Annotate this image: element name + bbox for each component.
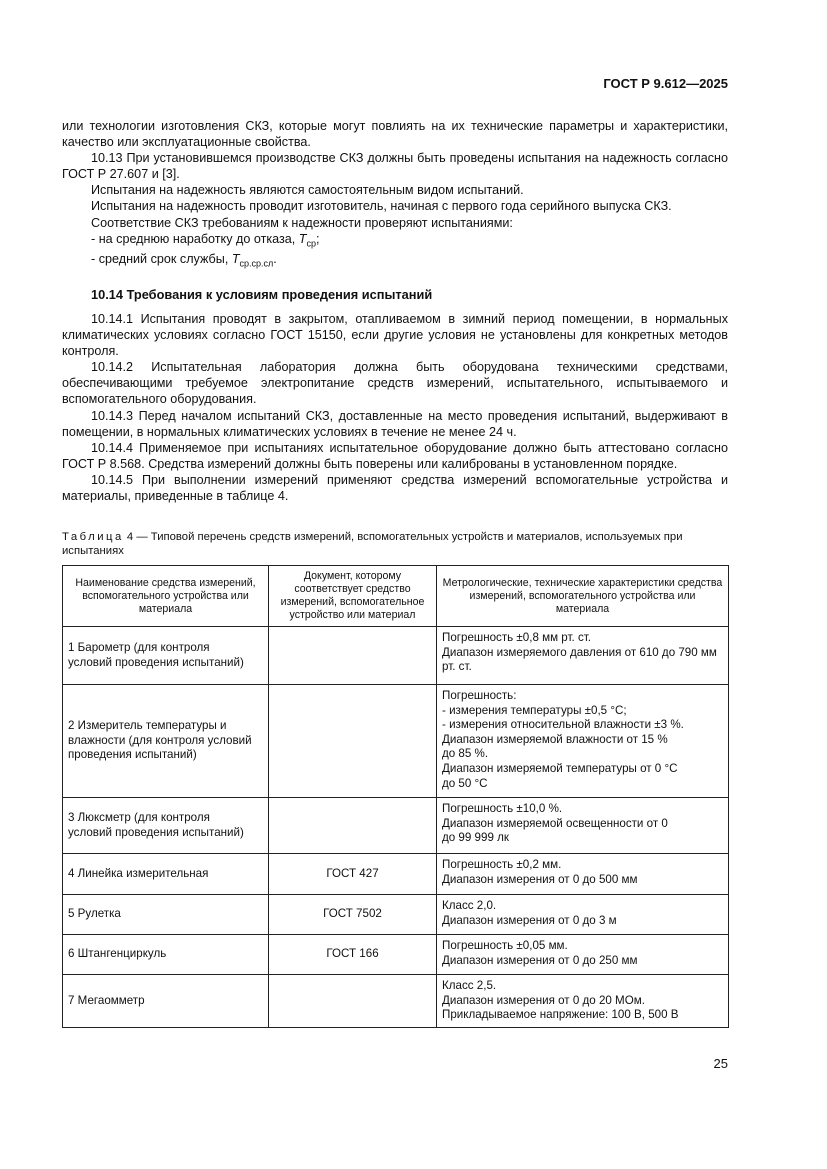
column-header: Документ, которому соответствует средство измерений, вспомогательное устройство или материал [269,566,437,627]
body-text [62,118,728,504]
table-caption: Таблица 4 — Типовой перечень средств измерений, вспомогательных устройств и материалов, используемых при испытаниях [62,531,683,557]
table-cell-doc: ГОСТ 166 [269,935,437,975]
table-row [63,854,729,895]
table-cell-spec: Погрешность ±10,0 %. Диапазон измеряемой освещенности от 0 до 99 999 лк [437,798,729,854]
table-cell-name: 5 Рулетка [63,895,269,935]
paragraph: 10.14.5 При выполнении измерений применяют средства измерений вспомогательные устройства и материалы, приведенные в таблице 4. [62,472,728,503]
paragraph: 10.14.2 Испытательная лаборатория должна быть оборудована техническими средствами, обеспечивающими требуемое электропитание средств измерений, испытательного, испытываемого и вспомогательного оборудования. [62,360,728,407]
list-item: - средний срок службы, $T_{ср.ср.сл}$. [91,252,277,269]
table-row [63,798,729,854]
table-cell-doc: ГОСТ 7502 [269,895,437,935]
column-header: Наименование средства измерений, вспомогательного устройства или материала [63,566,269,627]
table-cell-doc [269,685,437,798]
table-cell-spec: Класс 2,0. Диапазон измерения от 0 до 3 м [437,895,729,935]
table-cell-name: 4 Линейка измерительная [63,854,269,895]
paragraph: или технологии изготовления СКЗ, которые могут повлиять на их технические параметры и характеристики, качество или эксплуатационные свойства. [62,119,728,150]
table-cell-spec: Погрешность ±0,8 мм рт. ст. Диапазон измеряемого давления от 610 до 790 мм рт. ст. [437,627,729,685]
table-row [63,895,729,935]
section-heading: 10.14 Требования к условиям проведения испытаний [91,286,433,302]
table-cell-name: 7 Мегаомметр [63,975,269,1028]
page-number: 25 [713,1056,728,1071]
paragraph: Испытания на надежность проводит изготовитель, начиная с первого года серийного выпуска СКЗ. [91,199,672,214]
table-cell-name: 3 Люксметр (для контроля условий проведения испытаний) [63,798,269,854]
paragraph: 10.14.3 Перед началом испытаний СКЗ, доставленные на место проведения испытаний, выдерживают в помещении, в нормальных климатических условиях в течение не менее 24 ч. [62,408,728,439]
table-cell-spec: Погрешность: - измерения температуры ±0,5 °С; - измерения относительной влажности ±3 %. Диапазон измеряемой влажности от 15 % до 85 %. Диапазон измеряемой температуры от 0 °С до 50 °С [437,685,729,798]
list-item: - на среднюю наработку до отказа, $T_{ср}$; [91,231,320,249]
table-cell-spec: Погрешность ±0,05 мм. Диапазон измерения от 0 до 250 мм [437,935,729,975]
table-cell-name: 2 Измеритель температуры и влажности (для контроля условий проведения испытаний) [63,685,269,798]
table-row [63,935,729,975]
paragraph: 10.14.4 Применяемое при испытаниях испытательное оборудование должно быть аттестовано согласно ГОСТ Р 8.568. Средства измерений должны быть поверены или калиброваны в установленном порядке. [62,440,728,471]
paragraph: Соответствие СКЗ требованиям к надежности проверяют испытаниями: [91,215,513,230]
table-cell-doc: ГОСТ 427 [269,854,437,895]
table-cell-name: 6 Штангенциркуль [63,935,269,975]
table-cell-spec: Класс 2,5. Диапазон измерения от 0 до 20 МОм. Прикладываемое напряжение: 100 В, 500 В [437,975,729,1028]
table-cell-doc [269,627,437,685]
table-cell-spec: Погрешность ±0,2 мм. Диапазон измерения от 0 до 500 мм [437,854,729,895]
paragraph: 10.13 При установившемся производстве СКЗ должны быть проведены испытания на надежность согласно ГОСТ Р 27.607 и [3]. [62,151,728,182]
document-header: ГОСТ Р 9.612—2025 [603,76,728,91]
table-cell-doc [269,798,437,854]
equipment-table [62,565,729,1028]
table-row [63,627,729,685]
table-row [63,685,729,798]
table-cell-name: 1 Барометр (для контроля условий проведения испытаний) [63,627,269,685]
paragraph: Испытания на надежность являются самостоятельным видом испытаний. [91,183,524,198]
table-cell-doc [269,975,437,1028]
table-row [63,975,729,1028]
column-header: Метрологические, технические характеристики средства измерений, вспомогательного устройства или материала [437,566,729,627]
paragraph: 10.14.1 Испытания проводят в закрытом, отапливаемом в зимний период помещении, в нормальных климатических условиях согласно ГОСТ 15150, если другие условия не установлены для конкретных методов контроля. [62,311,728,359]
